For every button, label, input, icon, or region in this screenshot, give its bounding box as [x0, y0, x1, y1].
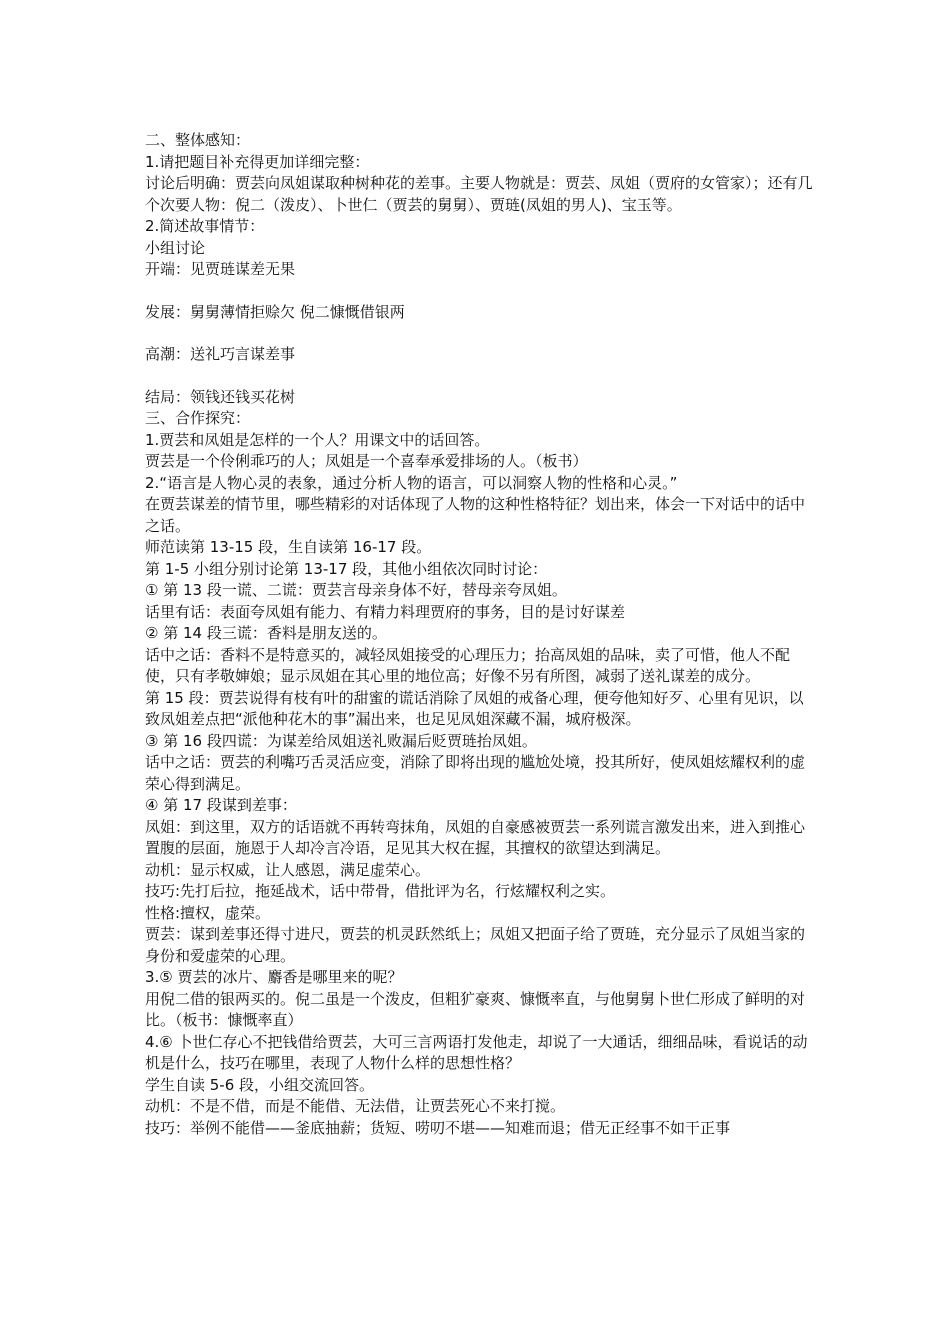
paragraph: 动机：显示权威，让人感恩，满足虚荣心。 [145, 860, 431, 879]
paragraph: 用倪二借的银两买的。倪二虽是一个泼皮，但粗犷豪爽、慷慨率直，与他舅舅卜世仁形成了鲜明的对比。（板书：慷慨率直） [145, 989, 806, 1029]
paragraph: 讨论后明确：贾芸向凤姐谋取种树种花的差事。主要人物就是：贾芸、凤姐（贾府的女管家）；还有几个次要人物：倪二（泼皮）、卜世仁（贾芸的舅舅）、贾琏(凤姐的男人)、宝玉等。 [145, 174, 813, 214]
paragraph: 在贾芸谋差的情节里，哪些精彩的对话体现了人物的这种性格特征？划出来，体会一下对话中的话中之话。 [145, 495, 806, 535]
paragraph: 1.贾芸和凤姐是怎样的一个人？用课文中的话回答。 [145, 430, 490, 449]
paragraph: ① 第 13 段一谎、二谎：贾芸言母亲身体不好，替母亲夸凤姐。 [145, 581, 567, 599]
paragraph: 结局：领钱还钱买花树 [145, 387, 296, 406]
paragraph: 第 15 段：贾芸说得有枝有叶的甜蜜的谎话消除了凤姐的戒备心理，便夸他知好歹、心里有见识，以致凤姐差点把“派他种花木的事”漏出来，也足见凤姐深藏不漏，城府极深。 [145, 688, 804, 728]
paragraph: 3.⑤ 贾芸的冰片、麝香是哪里来的呢？ [145, 968, 403, 986]
paragraph: 师范读第 13-15 段，生自读第 16-17 段。 [145, 538, 432, 556]
paragraph: 贾芸：谋到差事还得寸进尺，贾芸的机灵跃然纸上；凤姐又把面子给了贾琏，充分显示了凤姐当家的身份和爱虚荣的心理。 [145, 925, 806, 965]
paragraph: 发展：舅舅薄情拒赊欠 倪二慷慨借银两 [145, 302, 405, 321]
paragraph: ② 第 14 段三谎：香料是朋友送的。 [145, 624, 387, 642]
paragraph: ④ 第 17 段谋到差事： [145, 796, 297, 814]
paragraph: 2.简述故事情节： [145, 217, 265, 235]
paragraph: 话里有话：表面夸凤姐有能力、有精力料理贾府的事务，目的是讨好谋差 [145, 602, 626, 621]
paragraph: 技巧：举例不能借——釜底抽薪；货短、唠叨不堪——知难而退；借无正经事不如干正事 [145, 1118, 731, 1137]
paragraph: 小组讨论 [145, 238, 206, 257]
paragraph: 凤姐：到这里，双方的话语就不再转弯抹角，凤姐的自豪感被贾芸一系列谎言激发出来，进入到推心置腹的层面，施恩于人却冷言冷语，足见其大权在握，其擅权的欲望达到满足。 [145, 817, 806, 857]
paragraph: 技巧:先打后拉，拖延战术，话中带骨，借批评为名，行炫耀权利之实。 [145, 882, 616, 900]
paragraph: 2.“语言是人物心灵的表象，通过分析人物的语言，可以洞察人物的性格和心灵。” [145, 473, 678, 492]
paragraph: 高潮：送礼巧言谋差事 [145, 345, 296, 363]
paragraph: 二、整体感知： [145, 131, 251, 149]
paragraph: 动机：不是不借，而是不能借、无法借，让贾芸死心不来打搅。 [145, 1097, 566, 1115]
paragraph: 1.请把题目补充得更加详细完整： [145, 152, 370, 171]
paragraph: 贾芸是一个伶俐乖巧的人；凤姐是一个喜奉承爱排场的人。（板书） [145, 452, 588, 470]
paragraph: 4.⑥ 卜世仁存心不把钱借给贾芸，大可三言两语打发他走，却说了一大通话，细细品味，看说话的动机是什么，技巧在哪里，表现了人物什么样的思想性格？ [145, 1032, 808, 1072]
paragraph: 话中之话：香料不是特意买的，减轻凤姐接受的心理压力；抬高凤姐的品味，卖了可惜，他人不配使，只有孝敬婶娘；显示凤姐在其心里的地位高；好像不另有所图，减弱了送礼谋差的成分。 [145, 645, 791, 685]
paragraph: 开端：见贾琏谋差无果 [145, 260, 296, 278]
document-body [145, 130, 815, 1139]
paragraph: 学生自读 5-6 段，小组交流回答。 [145, 1075, 375, 1094]
paragraph: 话中之话：贾芸的利嘴巧舌灵活应变，消除了即将出现的尴尬处境，投其所好，使凤姐炫耀权利的虚荣心得到满足。 [145, 753, 806, 793]
paragraph: 第 1-5 小组分别讨论第 13-17 段，其他小组依次同时讨论： [145, 559, 548, 578]
paragraph: 性格:擅权，虚荣。 [145, 903, 271, 922]
paragraph: 三、合作探究： [145, 409, 251, 427]
paragraph: ③ 第 16 段四谎：为谋差给凤姐送礼败漏后贬贾琏抬凤姐。 [145, 731, 537, 750]
